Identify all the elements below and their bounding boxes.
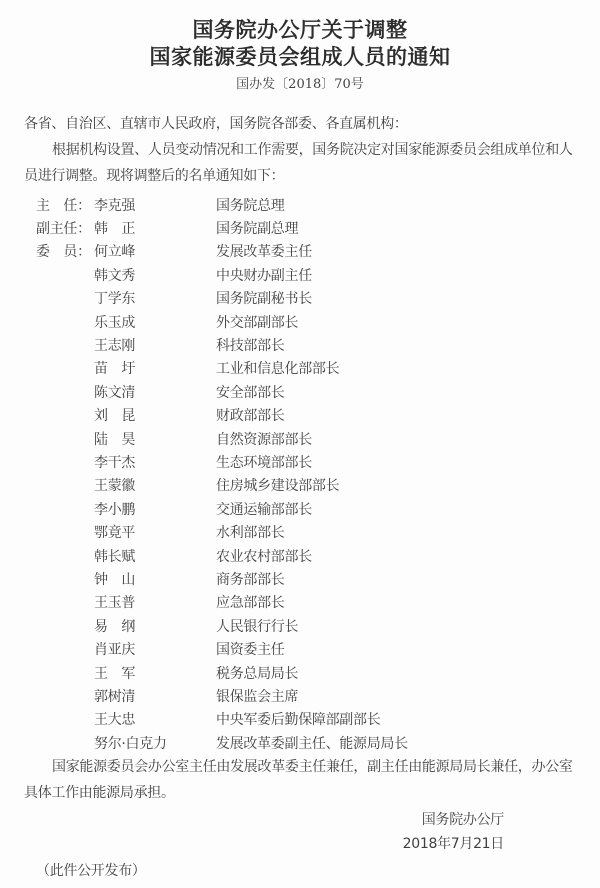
member-list	[24, 193, 576, 754]
member-title: 银保监会主席	[216, 688, 299, 705]
member-name: 王 军	[94, 665, 136, 682]
document-number: 国办发〔2018〕70号	[236, 77, 364, 92]
member-title: 水利部部长	[216, 525, 285, 542]
member-name: 鄂竟平	[94, 525, 136, 542]
member-name: 王玉普	[94, 595, 136, 612]
member-row	[24, 380, 576, 403]
signature-org: 国务院办公厅	[421, 812, 504, 829]
member-name: 韩 正	[94, 221, 136, 238]
member-title: 中央军委后勤保障部副部长	[216, 712, 381, 729]
member-name: 韩文秀	[94, 267, 136, 284]
member-title: 国务院总理	[216, 197, 285, 214]
member-row	[24, 637, 576, 660]
member-row	[24, 544, 576, 567]
member-name: 陈文清	[94, 384, 136, 401]
member-name: 李干杰	[94, 454, 136, 471]
member-role: 副主任：	[36, 221, 91, 238]
public-release-note: （此件公开发布）	[36, 863, 146, 880]
member-row	[24, 520, 576, 543]
signature-block	[24, 808, 576, 856]
member-row	[24, 731, 576, 754]
member-title: 交通运输部部长	[216, 501, 312, 518]
member-title: 税务总局局长	[216, 665, 299, 682]
member-row	[24, 427, 576, 450]
member-name: 韩长赋	[94, 548, 136, 565]
member-name: 丁学东	[94, 291, 136, 308]
member-name: 王蒙徽	[94, 478, 136, 495]
member-title: 商务部部长	[216, 571, 285, 588]
member-name: 李克强	[94, 197, 136, 214]
member-title: 应急部部长	[216, 595, 285, 612]
member-row	[24, 591, 576, 614]
member-row	[24, 263, 576, 286]
closing-paragraph: 国家能源委员会办公室主任由发展改革委主任兼任，副主任由能源局局长兼任，办公室具体工作由能源局承担。	[24, 759, 573, 802]
member-name: 王大忠	[94, 712, 136, 729]
member-row	[24, 240, 576, 263]
member-name: 肖亚庆	[94, 642, 136, 659]
member-row	[24, 708, 576, 731]
member-row	[24, 404, 576, 427]
intro-paragraph: 根据机构设置、人员变动情况和工作需要，国务院决定对国家能源委员会组成单位和人员进行调整。现将调整后的名单通知如下：	[24, 142, 573, 184]
member-title: 国务院副总理	[216, 221, 299, 238]
signature-date: 2018年7月21日	[402, 836, 504, 853]
member-title: 发展改革委副主任、能源局局长	[216, 735, 408, 752]
member-title: 工业和信息化部部长	[216, 361, 340, 378]
salutation: 各省、自治区、直辖市人民政府，国务院各部委、各直属机构：	[24, 116, 408, 132]
member-name: 王志刚	[94, 338, 136, 355]
member-name: 刘 昆	[94, 408, 136, 425]
member-row	[24, 216, 576, 239]
member-row	[24, 567, 576, 590]
member-title: 科技部部长	[216, 338, 285, 355]
member-role: 主 任：	[36, 197, 91, 214]
member-name: 何立峰	[94, 244, 136, 261]
member-title: 自然资源部部长	[216, 431, 312, 448]
member-row	[24, 450, 576, 473]
member-title: 住房城乡建设部部长	[216, 478, 340, 495]
member-title: 外交部副部长	[216, 314, 299, 331]
member-name: 苗 圩	[94, 361, 136, 378]
member-row	[24, 193, 576, 216]
member-name: 李小鹏	[94, 501, 136, 518]
member-title: 中央财办副主任	[216, 267, 312, 284]
member-name: 郭树清	[94, 688, 136, 705]
member-row	[24, 310, 576, 333]
member-title: 财政部部长	[216, 408, 285, 425]
member-row	[24, 661, 576, 684]
document-body	[0, 111, 600, 884]
member-row	[24, 333, 576, 356]
member-name: 陆 昊	[94, 431, 136, 448]
title-line-2: 国家能源委员会组成人员的通知	[149, 45, 451, 69]
title-line-1: 国务院办公厅关于调整	[192, 18, 408, 42]
member-row	[24, 497, 576, 520]
member-name: 易 纲	[94, 618, 136, 635]
member-title: 国务院副秘书长	[216, 291, 312, 308]
member-title: 安全部部长	[216, 384, 285, 401]
document-title	[0, 17, 600, 71]
member-row	[24, 357, 576, 380]
member-name: 努尔·白克力	[94, 735, 167, 752]
member-name: 钟 山	[94, 571, 136, 588]
member-title: 生态环境部部长	[216, 454, 312, 471]
member-name: 乐玉成	[94, 314, 136, 331]
member-title: 国资委主任	[216, 642, 285, 659]
member-row	[24, 614, 576, 637]
member-title: 发展改革委主任	[216, 244, 312, 261]
member-title: 人民银行行长	[216, 618, 299, 635]
member-title: 农业农村部部长	[216, 548, 312, 565]
member-row	[24, 287, 576, 310]
member-row	[24, 474, 576, 497]
member-role: 委 员：	[36, 244, 91, 261]
member-row	[24, 684, 576, 707]
